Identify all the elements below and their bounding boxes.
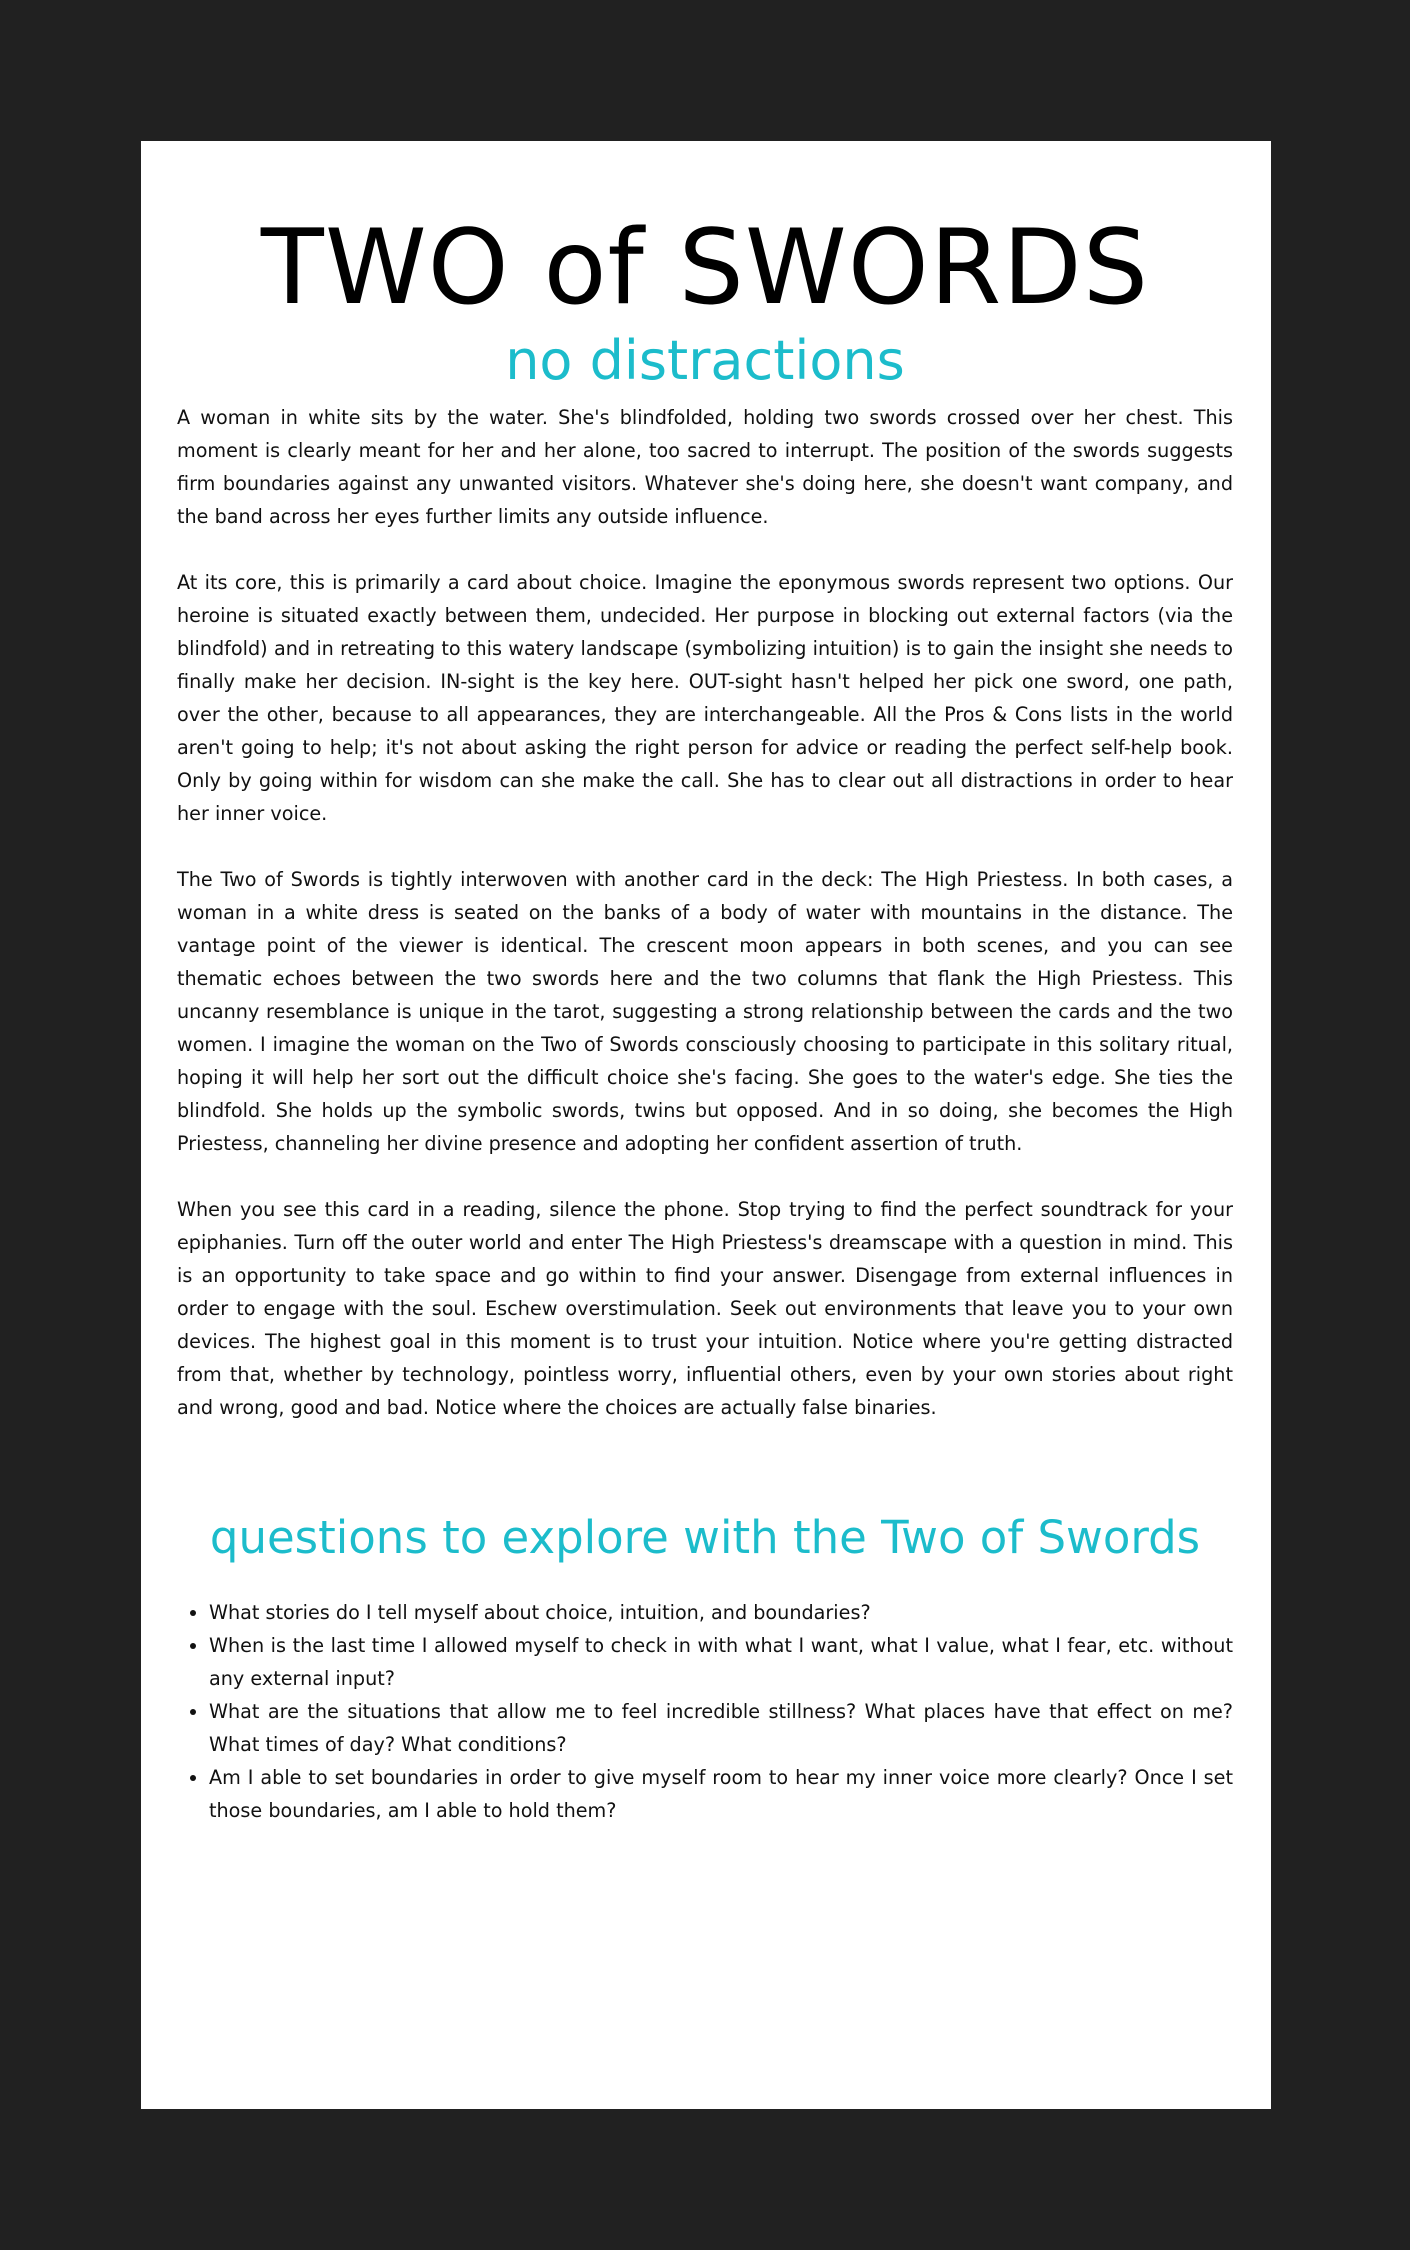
page-subtitle: no distractions xyxy=(505,329,905,392)
document-page xyxy=(141,141,1271,2109)
question-item: • What stories do I tell myself about choice, intuition, and boundaries? xyxy=(209,1596,1233,1629)
paragraph: The Two of Swords is tightly interwoven with another card in the deck: The High Priestess. In both cases, a woman in a white dress is seated on the banks of a body of water with mountains in the distance. The vantage point of the viewer is identical. The crescent moon appears in both scenes, and you can see thematic echoes between the two swords here and the two columns that flank the High Priestess. This uncanny resemblance is unique in the tarot, suggesting a strong relationship between the cards and the two women. I imagine the woman on the Two of Swords consciously choosing to participate in this solitary ritual, hoping it will help her sort out the difficult choice she's facing. She goes to the water's edge. She ties the blindfold. She holds up the symbolic swords, twins but opposed. And in so doing, she becomes the High Priestess, channeling her divine presence and adopting her confident assertion of truth. xyxy=(177,868,1233,1155)
body-text xyxy=(177,401,1233,1424)
paragraph: A woman in white sits by the water. She's blindfolded, holding two swords crossed over her chest. This moment is clearly meant for her and her alone, too sacred to interrupt. The position of the swords suggests firm boundaries against any unwanted visitors. Whatever she's doing here, she doesn't want company, and the band across her eyes further limits any outside influence. xyxy=(177,406,1233,528)
question-item: • When is the last time I allowed myself to check in with what I want, what I value, what I fear, etc. without any external input? xyxy=(209,1629,1233,1695)
question-item: • What are the situations that allow me to feel incredible stillness? What places have that effect on me? What times of day? What conditions? xyxy=(209,1695,1233,1761)
page-title: TWO of SWORDS xyxy=(260,208,1150,328)
question-item: • Am I able to set boundaries in order to give myself room to hear my inner voice more clearly? Once I set those boundaries, am I able to hold them? xyxy=(209,1761,1233,1827)
questions-heading: questions to explore with the Two of Swords xyxy=(209,1511,1201,1564)
questions-list xyxy=(177,1596,1233,1827)
paragraph: When you see this card in a reading, silence the phone. Stop trying to find the perfect soundtrack for your epiphanies. Turn off the outer world and enter The High Priestess's dreamscape with a question in mind. This is an opportunity to take space and go within to find your answer. Disengage from external influences in order to engage with the soul. Eschew overstimulation. Seek out environments that leave you to your own devices. The highest goal in this moment is to trust your intuition. Notice where you're getting distracted from that, whether by technology, pointless worry, influential others, even by your own stories about right and wrong, good and bad. Notice where the choices are actually false binaries. xyxy=(177,1198,1233,1419)
paragraph: At its core, this is primarily a card about choice. Imagine the eponymous swords represent two options. Our heroine is situated exactly between them, undecided. Her purpose in blocking out external factors (via the blindfold) and in retreating to this watery landscape (symbolizing intuition) is to gain the insight she needs to finally make her decision. IN-sight is the key here. OUT-sight hasn't helped her pick one sword, one path, over the other, because to all appearances, they are interchangeable. All the Pros & Cons lists in the world aren't going to help; it's not about asking the right person for advice or reading the perfect self-help book. Only by going within for wisdom can she make the call. She has to clear out all distractions in order to hear her inner voice. xyxy=(177,571,1233,825)
